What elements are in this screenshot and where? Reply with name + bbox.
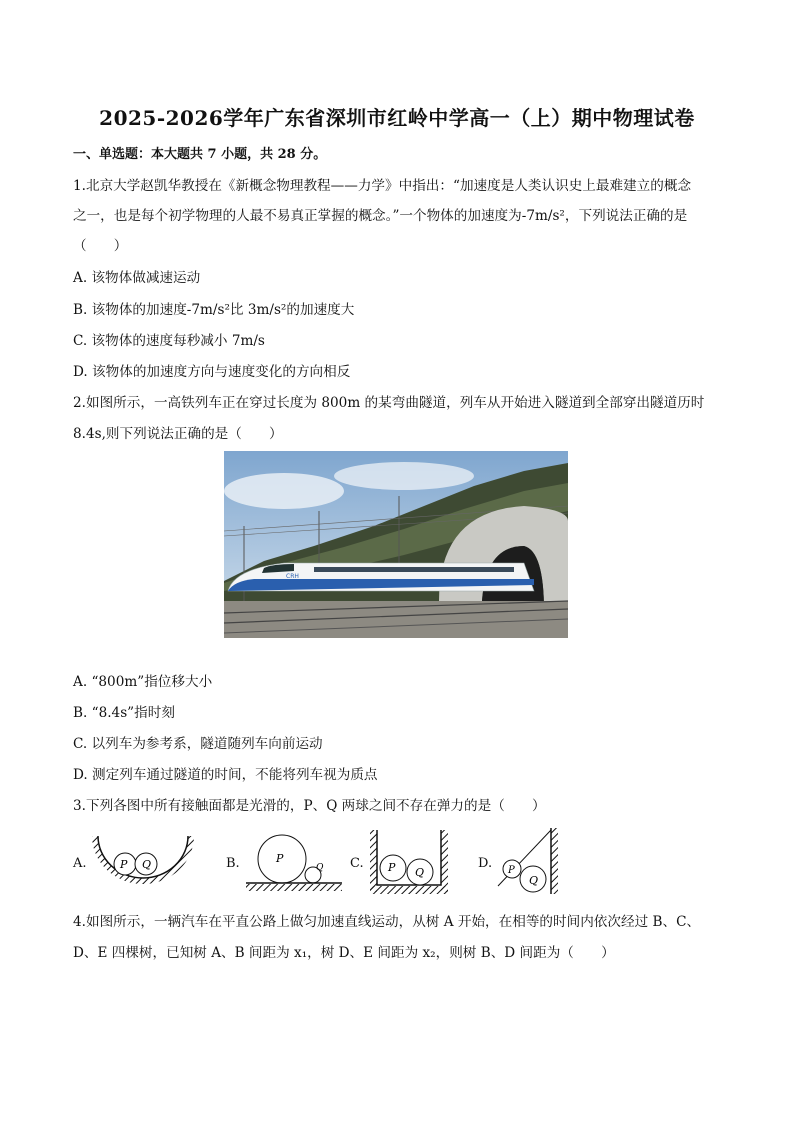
question-2-option-b: B. “8.4s”指时刻 bbox=[73, 705, 175, 721]
figure-d-incline-diagram bbox=[494, 826, 560, 898]
question-4-text-line-2: D、E 四棵树，已知树 A、B 间距为 x₁，树 D、E 间距为 x₂，则树 B、D 间距为（ ） bbox=[73, 945, 615, 961]
high-speed-train-photo bbox=[224, 451, 568, 638]
figure-d-ball-q: Q bbox=[529, 874, 539, 887]
question-2-option-d: D. 测定列车通过隧道的时间，不能将列车视为质点 bbox=[73, 767, 378, 783]
figure-c-ball-p: P bbox=[388, 861, 396, 874]
question-4-text-line-1: 4.如图所示，一辆汽车在平直公路上做匀加速直线运动，从树 A 开始，在相等的时间内依次经过 B、C、 bbox=[73, 914, 701, 930]
figure-a-ball-q: Q bbox=[142, 858, 152, 871]
question-1-option-d: D. 该物体的加速度方向与速度变化的方向相反 bbox=[73, 364, 351, 380]
question-2-text-line-2: 8.4s,则下列说法正确的是（ ） bbox=[73, 426, 283, 442]
question-1-text-line-2: 之一，也是每个初学物理的人最不易真正掌握的概念。”一个物体的加速度为-7m/s²，下列说法正确的是 bbox=[73, 208, 688, 224]
figure-b-floor-diagram bbox=[244, 832, 344, 894]
figure-b-ball-p: P bbox=[276, 852, 284, 865]
train-logo: CRH bbox=[286, 573, 299, 580]
question-2-option-a: A. “800m”指位移大小 bbox=[73, 674, 213, 690]
figure-c-box-diagram bbox=[368, 828, 450, 896]
question-1-text-line-1: 1.北京大学赵凯华教授在《新概念物理教程——力学》中指出：“加速度是人类认识史上最难建立的概念 bbox=[73, 178, 692, 194]
question-2-option-c: C. 以列车为参考系，隧道随列车向前运动 bbox=[73, 736, 323, 752]
question-2-text-line-1: 2.如图所示，一高铁列车正在穿过长度为 800m 的某弯曲隧道，列车从开始进入隧道到全部穿出隧道历时 bbox=[73, 395, 705, 411]
figure-d-label: D. bbox=[478, 856, 493, 871]
question-3-text-line-1: 3.下列各图中所有接触面都是光滑的，P、Q 两球之间不存在弹力的是（ ） bbox=[73, 798, 546, 814]
figure-c-ball-q: Q bbox=[415, 866, 425, 879]
question-1-text-line-3: （ ） bbox=[73, 238, 128, 254]
figure-a-bowl-diagram bbox=[88, 832, 198, 892]
figure-d-ball-p: P bbox=[508, 865, 515, 876]
figure-c-label: C. bbox=[350, 856, 364, 871]
section-heading: 一、单选题：本大题共 7 小题，共 28 分。 bbox=[73, 147, 327, 162]
question-1-option-b: B. 该物体的加速度-7m/s²比 3m/s²的加速度大 bbox=[73, 302, 355, 318]
figure-b-label: B. bbox=[226, 856, 240, 871]
page-title: 2025-2026学年广东省深圳市红岭中学高一（上）期中物理试卷 bbox=[99, 106, 695, 130]
figure-b-ball-q: Q bbox=[316, 863, 324, 873]
question-1-option-c: C. 该物体的速度每秒减小 7m/s bbox=[73, 333, 265, 349]
figure-a-ball-p: P bbox=[120, 858, 128, 871]
question-1-option-a: A. 该物体做减速运动 bbox=[73, 270, 201, 286]
figure-a-label: A. bbox=[73, 856, 87, 871]
